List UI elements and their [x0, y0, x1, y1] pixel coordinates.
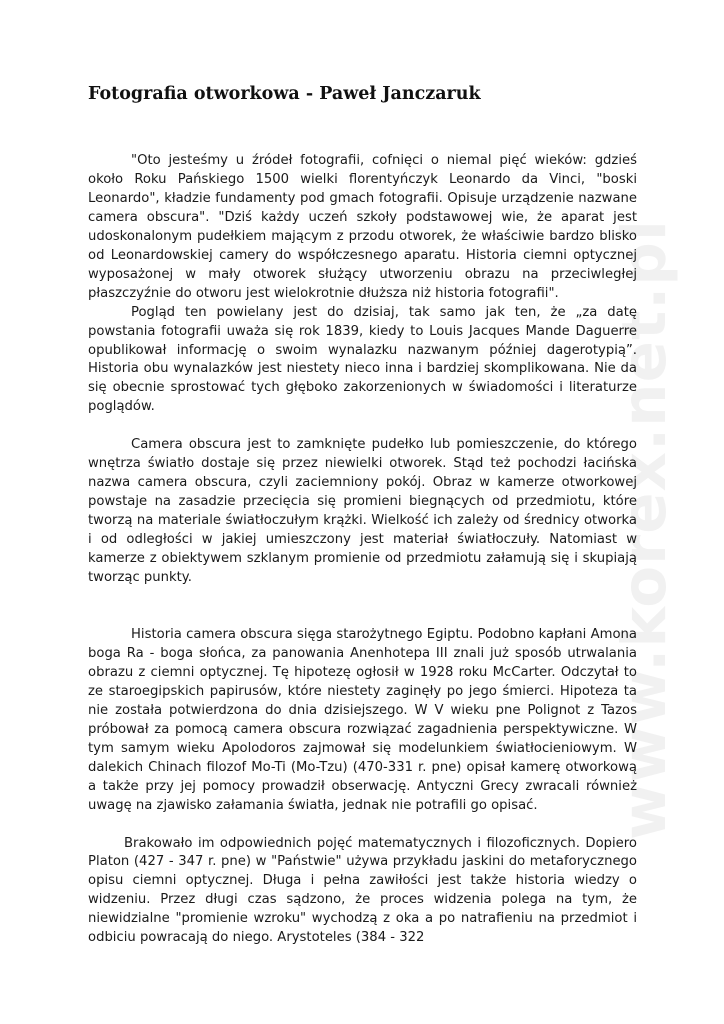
paragraph-3: Camera obscura jest to zamknięte pudełko lub pomieszczenie, do którego wnętrza światło dostaje się przez niewielki otworek. Stąd też pochodzi łacińska nazwa camera obscura, czyli zaciemniony pokój. Obraz w kamerze otworkowej powstaje na zasadzie przecięcia się promieni biegnących od przedmiotu, które tworzą na materiale światłoczułym krążki. Wielkość ich zależy od średnicy otworka i od odległości w jakiej umieszczony jest materiał światłoczuły. Natomiast w kamerze z obiektywem szklanym promienie od przedmiotu załamują się i skupiają tworząc punkty. — [88, 437, 637, 586]
paragraph-5: Brakowało im odpowiednich pojęć matematycznych i filozoficznych. Dopiero Platon (427 - 347 r. pne) w "Państwie" używa przykładu jaskini do metaforycznego opisu ciemni optycznej. Długa i pełna zawiłości jest także historia wiedzy o widzeniu. Przez długi czas sądzono, że proces widzenia polega na tym, że niewidzialne "promienie wzroku" wychodzą z oka a po natrafieniu na przedmiot i odbiciu powracają do niego. Arystoteles (384 - 322 — [88, 835, 637, 946]
paragraph-1: "Oto jesteśmy u źródeł fotografii, cofnięci o niemal pięć wieków: gdzieś około Roku Pańskiego 1500 wielki florentyńczyk Leonardo da Vinci, "boski Leonardo", kładzie fundamenty pod gmach fotografii. Opisuje urządzenie nazwane camera obscura". "Dziś każdy uczeń szkoły podstawowej wie, że aparat jest udoskonalonym pudełkiem mającym z przodu otworek, że właściwie bardzo blisko od Leonardowskiej camery do współczesnego aparatu. Historia ciemni optycznej wyposażonej w mały otworek służący utworzeniu obrazu na przeciwległej płaszczyźnie do otworu jest wielokrotnie dłuższa niż historia fotografii". — [88, 153, 637, 301]
document-body — [88, 152, 637, 948]
watermark: www.korex.net.pl — [609, 219, 680, 840]
document-title: Fotografia otworkowa - Paweł Janczaruk — [88, 84, 481, 104]
paragraph-2: Pogląd ten powielany jest do dzisiaj, tak samo jak ten, że „za datę powstania fotografii uważa się rok 1839, kiedy to Louis Jacques Mande Daguerre opublikował informację o swoim wynalazku nazwanym później dagerotypią”. Historia obu wynalazków jest niestety nieco inna i bardziej skomplikowana. Nie da się obecnie sprostować tych głęboko zakorzenionych w świadomości i literaturze poglądów. — [88, 304, 637, 415]
paragraph-4: Historia camera obscura sięga starożytnego Egiptu. Podobno kapłani Amona boga Ra - boga słońca, za panowania Anenhotepa III znali już sposób utrwalania obrazu z ciemni optycznej. Tę hipotezę ogłosił w 1928 roku McCarter. Odczytał to ze staroegipskich papirusów, które niestety zaginęły po jego śmierci. Hipoteza ta nie została potwierdzona do dnia dzisiejszego. W V wieku pne Polignot z Tazos próbował za pomocą camera obscura rozwiązać zagadnienia perspektywiczne. W tym samym wieku Apolodoros zajmował się modelunkiem światłocieniowym. W dalekich Chinach filozof Mo-Ti (Mo-Tzu) (470-331 r. pne) opisał kamerę otworkową a także przy jej pomocy prowadził obserwację. Antyczni Grecy zwracali również uwagę na zjawisko załamania światła, jednak nie potrafili go opisać. — [88, 626, 637, 813]
